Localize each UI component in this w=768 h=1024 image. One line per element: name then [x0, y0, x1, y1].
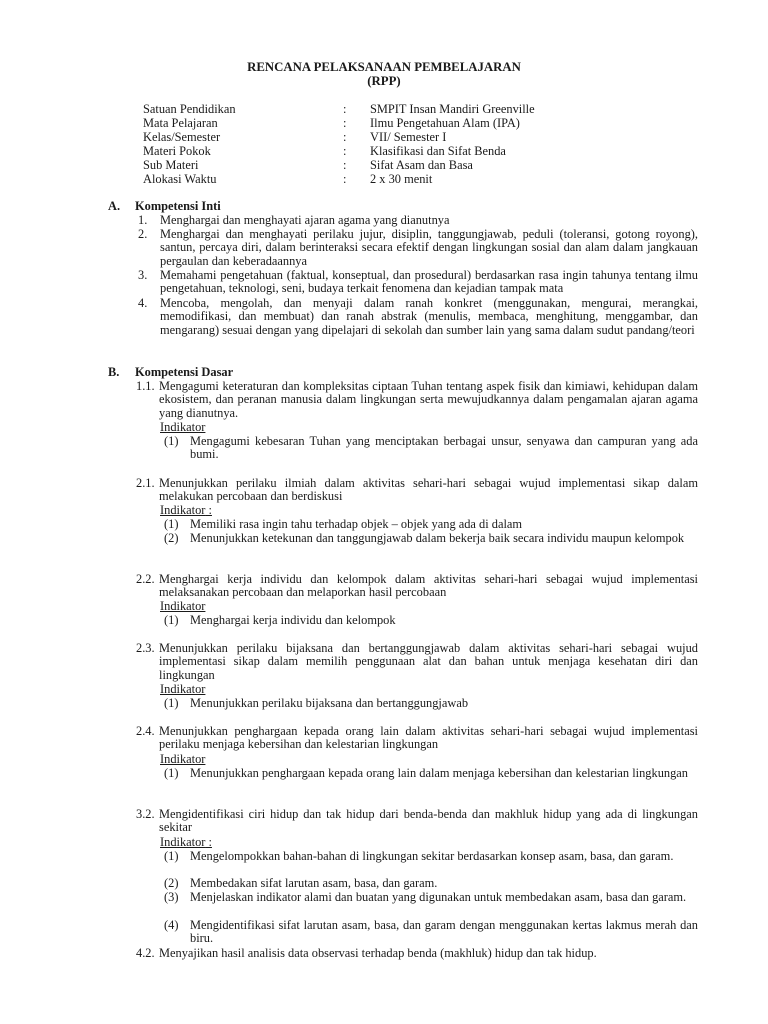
- kd-number: 3.2.: [136, 807, 155, 821]
- indikator-text: Mengidentifikasi sifat larutan asam, basa, dan garam dengan menggunakan kertas lakmus merah dan biru.: [190, 918, 698, 946]
- identity-row-mapel: [143, 117, 663, 131]
- indikator-label: Indikator :: [160, 503, 212, 517]
- indikator-text: Mengagumi kebesaran Tuhan yang menciptakan berbagai unsur, senyawa dan campuran yang ada bumi.: [190, 434, 698, 462]
- ki-number: 3.: [138, 268, 148, 282]
- indikator-number: (2): [164, 531, 179, 545]
- identity-row-satuan: [143, 103, 663, 117]
- identity-colon: :: [343, 130, 347, 144]
- kd-number: 2.4.: [136, 724, 155, 738]
- identity-value: Sifat Asam dan Basa: [370, 158, 473, 172]
- indikator-text: Menunjukkan penghargaan kepada orang lain dalam menjaga kebersihan dan kelestarian lingkungan: [190, 766, 688, 780]
- ki-text: Mencoba, mengolah, dan menyaji dalam ranah konkret (menggunakan, mengurai, merangkai, memodifikasi, dan membuat) dan ranah abstrak (menulis, membaca, menghitung, menggambar, dan mengarang) sesuai dengan yang dipelajari di sekolah dan sumber lain yang sama dalam sudut pandang/teori: [160, 296, 698, 337]
- kd-text: Menyajikan hasil analisis data observasi terhadap benda (makhluk) hidup dan tak hidup.: [159, 946, 597, 960]
- identity-value: Ilmu Pengetahuan Alam (IPA): [370, 116, 520, 130]
- ki-number: 4.: [138, 296, 148, 310]
- identity-row-materi: [143, 145, 663, 159]
- indikator-text: Mengelompokkan bahan-bahan di lingkungan sekitar berdasarkan konsep asam, basa, dan garam.: [190, 849, 674, 863]
- identity-colon: :: [343, 172, 347, 186]
- ki-text: Menghargai dan menghayati ajaran agama yang dianutnya: [160, 213, 450, 227]
- indikator-label: Indikator: [160, 682, 206, 696]
- indikator-number: (1): [164, 434, 179, 448]
- indikator-text: Menunjukkan perilaku bijaksana dan bertanggungjawab: [190, 696, 469, 710]
- indikator-label: Indikator: [160, 599, 206, 613]
- identity-colon: :: [343, 116, 347, 130]
- kd-number: 2.1.: [136, 476, 155, 490]
- section-letter: B.: [108, 365, 120, 379]
- indikator-number: (4): [164, 918, 179, 932]
- section-title: Kompetensi Dasar: [135, 365, 234, 379]
- identity-value: SMPIT Insan Mandiri Greenville: [370, 102, 535, 116]
- identity-colon: :: [343, 158, 347, 172]
- identity-row-kelas: [143, 131, 663, 145]
- indikator-text: Menunjukkan ketekunan dan tanggungjawab dalam bekerja baik secara individu maupun kelompok: [190, 531, 685, 545]
- indikator-number: (1): [164, 849, 179, 863]
- indikator-text: Membedakan sifat larutan asam, basa, dan garam.: [190, 876, 438, 890]
- kd-number: 2.3.: [136, 641, 155, 655]
- ki-number: 2.: [138, 227, 148, 241]
- indikator-number: (3): [164, 890, 179, 904]
- indikator-number: (1): [164, 696, 179, 710]
- indikator-label: Indikator :: [160, 835, 212, 849]
- identity-label: Alokasi Waktu: [143, 172, 217, 186]
- kd-text: Menunjukkan perilaku ilmiah dalam aktivitas sehari-hari sebagai wujud implementasi sikap dalam melakukan percobaan dan berdiskusi: [159, 476, 698, 504]
- identity-value: 2 x 30 menit: [370, 172, 433, 186]
- identity-row-alokasi: [143, 173, 663, 187]
- identity-colon: :: [343, 144, 347, 158]
- identity-colon: :: [343, 102, 347, 116]
- identity-label: Materi Pokok: [143, 144, 211, 158]
- ki-text: Memahami pengetahuan (faktual, konseptual, dan prosedural) berdasarkan rasa ingin tahunya tentang ilmu pengetahuan, teknologi, seni, budaya terkait fenomena dan kejadian tampak mata: [160, 268, 698, 296]
- kd-text: Menunjukkan penghargaan kepada orang lain dalam aktivitas sehari-hari sebagai wujud implementasi perilaku menjaga kebersihan dan kelestarian lingkungan: [159, 724, 698, 752]
- identity-value: VII/ Semester I: [370, 130, 447, 144]
- indikator-text: Menghargai kerja individu dan kelompok: [190, 613, 396, 627]
- identity-value: Klasifikasi dan Sifat Benda: [370, 144, 506, 158]
- identity-label: Mata Pelajaran: [143, 116, 218, 130]
- identity-row-submateri: [143, 159, 663, 173]
- document-subtitle: (RPP): [367, 74, 401, 88]
- indikator-label: Indikator: [160, 420, 206, 434]
- identity-label: Satuan Pendidikan: [143, 102, 236, 116]
- section-title: Kompetensi Inti: [135, 199, 221, 213]
- kd-text: Menghargai kerja individu dan kelompok dalam aktivitas sehari-hari sebagai wujud implementasi melaksanakan percobaan dan melaporkan hasil percobaan: [159, 572, 698, 600]
- kd-number: 2.2.: [136, 572, 155, 586]
- kd-number: 1.1.: [136, 379, 155, 393]
- kd-number: 4.2.: [136, 946, 155, 960]
- indikator-number: (1): [164, 766, 179, 780]
- kd-text: Menunjukkan perilaku bijaksana dan bertanggungjawab dalam aktivitas sehari-hari sebagai wujud implementasi sikap dalam memilih penggunaan alat dan bahan untuk menjaga kesehatan diri dan lingkungan: [159, 641, 698, 682]
- indikator-number: (1): [164, 517, 179, 531]
- kd-text: Mengagumi keteraturan dan kompleksitas ciptaan Tuhan tentang aspek fisik dan kimiawi, kehidupan dalam ekosistem, dan peranan manusia dalam lingkungan serta mewujudkannya dalam pengamalan ajaran agama yang dianutnya.: [159, 379, 698, 420]
- indikator-label: Indikator: [160, 752, 206, 766]
- document-title: RENCANA PELAKSANAAN PEMBELAJARAN: [247, 60, 521, 74]
- ki-text: Menghargai dan menghayati perilaku jujur, disiplin, tanggungjawab, peduli (toleransi, gotong royong), santun, percaya diri, dalam berinteraksi secara efektif dengan lingkungan sosial dan alam dalam jangkauan pergaulan dan keberadaannya: [160, 227, 698, 268]
- identity-label: Kelas/Semester: [143, 130, 221, 144]
- section-letter: A.: [108, 199, 121, 213]
- identity-label: Sub Materi: [143, 158, 199, 172]
- kd-text: Mengidentifikasi ciri hidup dan tak hidup dari benda-benda dan makhluk hidup yang ada di lingkungan sekitar: [159, 807, 698, 835]
- indikator-text: Memiliki rasa ingin tahu terhadap objek – objek yang ada di dalam: [190, 517, 523, 531]
- ki-number: 1.: [138, 213, 148, 227]
- indikator-number: (2): [164, 876, 179, 890]
- indikator-text: Menjelaskan indikator alami dan buatan yang digunakan untuk membedakan asam, basa dan garam.: [190, 890, 687, 904]
- indikator-number: (1): [164, 613, 179, 627]
